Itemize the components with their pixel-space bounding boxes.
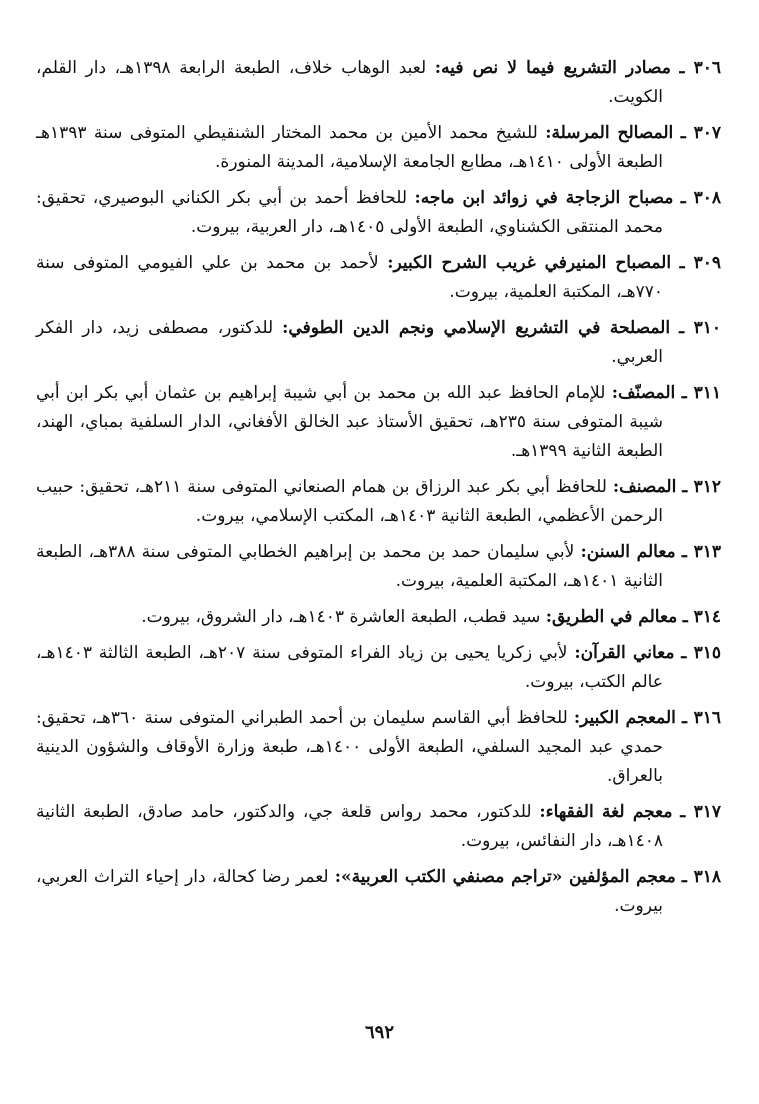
entry-number: ٣١١ ـ [681,383,721,403]
entry-number: ٣١٤ ـ [682,607,721,627]
entry-number: ٣١٢ ـ [682,477,721,497]
entry-number: ٣١٦ ـ [682,708,721,728]
entry-details: سيد قطب، الطبعة العاشرة ١٤٠٣هـ، دار الشروق، بيروت. [141,607,546,627]
entry-number: ٣٠٨ ـ [680,188,721,208]
bibliography-entry [36,314,721,372]
bibliography-list [36,54,721,921]
entry-title: المصباح المنيرفي غريب الشرح الكبير: [387,253,672,273]
entry-number: ٣٠٦ ـ [679,58,721,78]
entry-number: ٣٠٩ ـ [679,253,722,273]
bibliography-entry [36,184,721,242]
entry-number: ٣١٥ ـ [681,643,722,663]
bibliography-entry [36,798,721,856]
entry-details: للدكتور، مصطفى زيد، دار الفكر العربي. [36,318,663,367]
entry-details: للحافظ أبي القاسم سليمان بن أحمد الطبراني المتوفى سنة ٣٦٠هـ، تحقيق: حمدي عبد المجيد السلفي، الطبعة الأولى ١٤٠٠هـ، طبعة وزارة الأوقاف والشؤون الدينية بالعراق. [36,708,663,786]
entry-title: معجم المؤلفين «تراجم مصنفي الكتب العربية»: [334,867,676,887]
entry-title: المعجم الكبير: [573,708,676,728]
entry-details: لعمر رضا كحالة، دار إحياء التراث العربي، بيروت. [36,867,663,916]
entry-details: للحافظ أبي بكر عبد الرزاق بن همام الصنعاني المتوفى سنة ٢١١هـ، تحقيق: حبيب الرحمن الأعظمي، الطبعة الثانية ١٤٠٣هـ، المكتب الإسلامي، بيروت. [36,477,663,526]
entry-number: ٣١٨ ـ [681,867,721,887]
entry-details: للإمام الحافظ عبد الله بن محمد بن أبي شيبة إبراهيم بن عثمان أبي بكر ابن أبي شيبة المتوفى سنة ٢٣٥هـ، تحقيق الأستاذ عبد الخالق الأفغاني، الدار السلفية بمباي، الهند، الطبعة الثانية ١٣٩٩هـ. [36,383,663,461]
entry-title: مصادر التشريع فيما لا نص فيه: [434,58,671,78]
entry-details: لأحمد بن محمد بن علي الفيومي المتوفى سنة ٧٧٠هـ، المكتبة العلمية، بيروت. [36,253,663,302]
bibliography-entry [36,379,721,466]
entry-title: المصنّف: [611,383,676,403]
entry-title: المصنف: [612,477,677,497]
entry-details: لأبي زكريا يحيى بن زياد الفراء المتوفى سنة ٢٠٧هـ، الطبعة الثالثة ١٤٠٣هـ، عالم الكتب، بيروت. [36,643,663,692]
bibliography-entry [36,54,721,112]
entry-details: للدكتور، محمد رواس قلعة جي، والدكتور، حامد صادق، الطبعة الثانية ١٤٠٨هـ، دار النفائس، بيروت. [36,802,663,851]
bibliography-entry [36,473,721,531]
entry-title: المصلحة في التشريع الإسلامي ونجم الدين الطوفي: [282,318,671,338]
entry-details: لأبي سليمان حمد بن محمد بن إبراهيم الخطابي المتوفى سنة ٣٨٨هـ، الطبعة الثانية ١٤٠١هـ، المكتبة العلمية، بيروت. [36,542,663,591]
entry-title: معاني القرآن: [574,643,675,663]
page-number: ٦٩٢ [364,1022,394,1043]
entry-number: ٣٠٧ ـ [680,123,721,143]
entry-title: معالم السنن: [580,542,676,562]
bibliography-entry [36,639,721,697]
entry-details: للحافظ أحمد بن أبي بكر الكناني البوصيري، تحقيق: محمد المنتقى الكشناوي، الطبعة الأولى ١٤٠٥هـ، دار العربية، بيروت. [36,188,663,237]
bibliography-entry [36,704,721,791]
bibliography-entry [36,249,721,307]
bibliography-entry [36,538,721,596]
entry-title: المصالح المرسلة: [545,123,674,143]
entry-title: معالم في الطريق: [545,607,678,627]
entry-title: معجم لغة الفقهاء: [539,802,673,822]
entry-title: مصباح الزجاجة في زوائد ابن ماجه: [414,188,674,208]
bibliography-entry [36,863,721,921]
entry-details: للشيخ محمد الأمين بن محمد المختار الشنقيطي المتوفى سنة ١٣٩٣هـ الطبعة الأولى ١٤١٠هـ، مطابع الجامعة الإسلامية، المدينة المنورة. [36,123,663,172]
entry-details: لعبد الوهاب خلاف، الطبعة الرابعة ١٣٩٨هـ، دار القلم، الكويت. [36,58,663,107]
bibliography-entry [36,119,721,177]
entry-number: ٣١٣ ـ [681,542,721,562]
entry-number: ٣١٠ ـ [679,318,722,338]
bibliography-entry [36,603,721,632]
entry-number: ٣١٧ ـ [680,802,721,822]
